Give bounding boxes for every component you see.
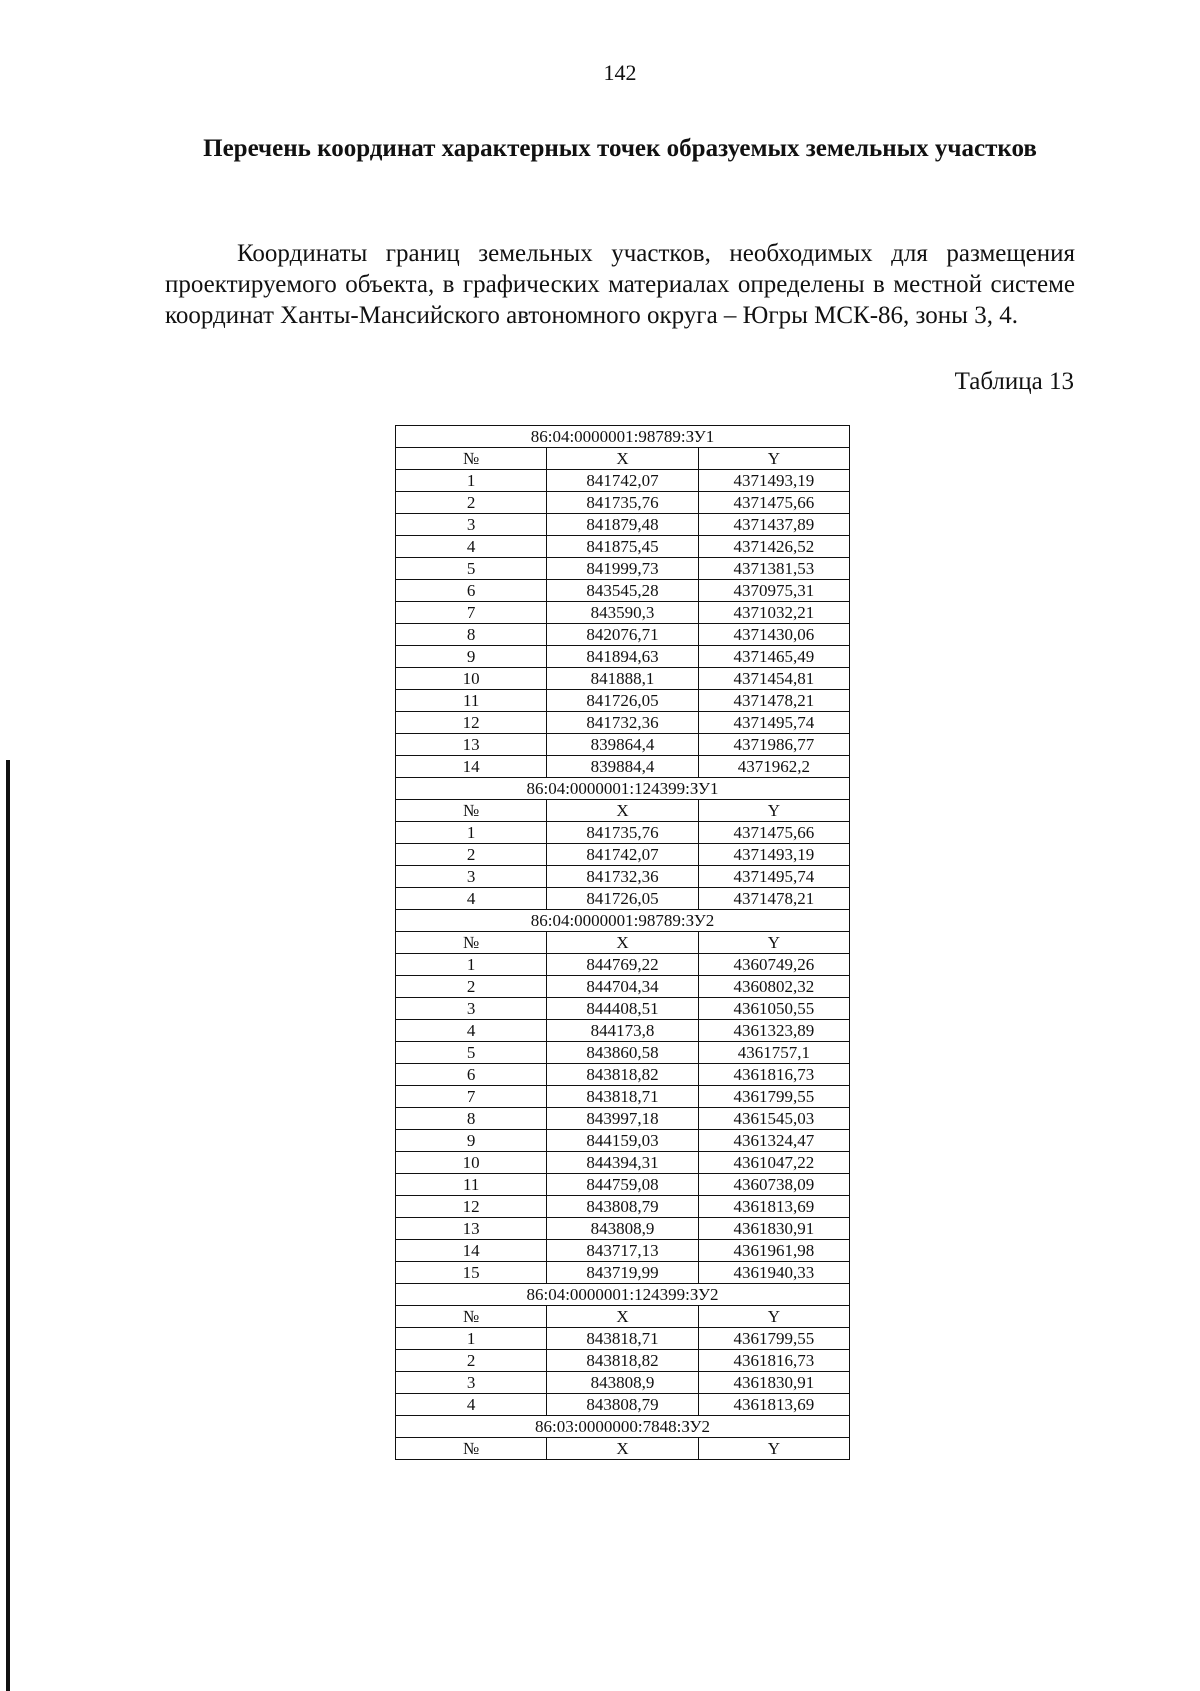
coordinate-y: 4361816,73 (698, 1064, 849, 1086)
table-row (396, 1020, 850, 1042)
table-row (396, 822, 850, 844)
coordinate-x: 843818,82 (547, 1350, 698, 1372)
coordinate-y: 4361830,91 (698, 1218, 849, 1240)
point-number: 5 (396, 558, 547, 580)
table-row (396, 756, 850, 778)
table-row (396, 470, 850, 492)
coordinate-x: 841732,36 (547, 712, 698, 734)
coordinate-y: 4371493,19 (698, 470, 849, 492)
point-number: 11 (396, 1174, 547, 1196)
coordinate-y: 4371381,53 (698, 558, 849, 580)
coordinate-y: 4361050,55 (698, 998, 849, 1020)
point-number: 4 (396, 888, 547, 910)
coordinate-y: 4371437,89 (698, 514, 849, 536)
point-number: 3 (396, 514, 547, 536)
coordinate-x: 841742,07 (547, 844, 698, 866)
table-row (396, 1196, 850, 1218)
table-row (396, 558, 850, 580)
parcel-header-row (396, 1284, 850, 1306)
point-number: 11 (396, 690, 547, 712)
table-row (396, 690, 850, 712)
table-row (396, 1328, 850, 1350)
coordinate-x: 844408,51 (547, 998, 698, 1020)
table-row (396, 624, 850, 646)
coordinate-y: 4361799,55 (698, 1328, 849, 1350)
coordinate-y: 4371454,81 (698, 668, 849, 690)
point-number: 2 (396, 976, 547, 998)
coordinate-x: 843719,99 (547, 1262, 698, 1284)
point-number: 9 (396, 1130, 547, 1152)
table-row (396, 998, 850, 1020)
table-row (396, 1372, 850, 1394)
point-number: 9 (396, 646, 547, 668)
table-row (396, 514, 850, 536)
coordinate-y: 4361813,69 (698, 1196, 849, 1218)
coordinate-x: 843590,3 (547, 602, 698, 624)
point-number: 1 (396, 822, 547, 844)
coordinate-x: 843808,79 (547, 1196, 698, 1218)
point-number: 3 (396, 866, 547, 888)
table-row (396, 580, 850, 602)
coordinate-y: 4361324,47 (698, 1130, 849, 1152)
coordinate-y: 4371465,49 (698, 646, 849, 668)
point-number: 4 (396, 1020, 547, 1042)
coordinate-y: 4371426,52 (698, 536, 849, 558)
table-row (396, 1042, 850, 1064)
parcel-id: 86:04:0000001:98789:ЗУ1 (396, 426, 850, 448)
column-header-number: № (396, 1306, 547, 1328)
coordinate-y: 4360749,26 (698, 954, 849, 976)
table-row (396, 888, 850, 910)
point-number: 15 (396, 1262, 547, 1284)
point-number: 4 (396, 1394, 547, 1416)
coordinate-y: 4361940,33 (698, 1262, 849, 1284)
coordinate-y: 4361813,69 (698, 1394, 849, 1416)
parcel-header-row (396, 778, 850, 800)
coordinate-y: 4361961,98 (698, 1240, 849, 1262)
column-header-x: X (547, 800, 698, 822)
coordinates-table-body (396, 426, 850, 1460)
coordinate-y: 4361799,55 (698, 1086, 849, 1108)
coordinate-y: 4371475,66 (698, 492, 849, 514)
coordinate-y: 4371032,21 (698, 602, 849, 624)
coordinate-x: 844769,22 (547, 954, 698, 976)
column-header-number: № (396, 932, 547, 954)
coordinate-x: 844173,8 (547, 1020, 698, 1042)
coordinate-x: 841726,05 (547, 690, 698, 712)
coordinate-x: 841888,1 (547, 668, 698, 690)
coordinate-x: 843818,82 (547, 1064, 698, 1086)
coordinate-y: 4371495,74 (698, 866, 849, 888)
table-row (396, 866, 850, 888)
coordinate-x: 844159,03 (547, 1130, 698, 1152)
point-number: 14 (396, 1240, 547, 1262)
parcel-header-row (396, 1416, 850, 1438)
coordinate-x: 841894,63 (547, 646, 698, 668)
point-number: 12 (396, 1196, 547, 1218)
table-row (396, 712, 850, 734)
coordinate-x: 842076,71 (547, 624, 698, 646)
column-header-row (396, 448, 850, 470)
column-header-y: Y (698, 800, 849, 822)
table-row (396, 1394, 850, 1416)
column-header-x: X (547, 448, 698, 470)
column-header-y: Y (698, 1306, 849, 1328)
page-title: Перечень координат характерных точек образуемых земельных участков (203, 135, 1037, 162)
column-header-y: Y (698, 1438, 849, 1460)
coordinate-y: 4361816,73 (698, 1350, 849, 1372)
coordinate-x: 841999,73 (547, 558, 698, 580)
column-header-number: № (396, 800, 547, 822)
column-header-y: Y (698, 932, 849, 954)
coordinate-x: 844394,31 (547, 1152, 698, 1174)
point-number: 1 (396, 470, 547, 492)
coordinate-y: 4371493,19 (698, 844, 849, 866)
coordinate-x: 843808,9 (547, 1218, 698, 1240)
column-header-y: Y (698, 448, 849, 470)
column-header-x: X (547, 1306, 698, 1328)
column-header-x: X (547, 1438, 698, 1460)
point-number: 3 (396, 998, 547, 1020)
column-header-row (396, 932, 850, 954)
table-row (396, 976, 850, 998)
column-header-row (396, 1306, 850, 1328)
parcel-id: 86:04:0000001:124399:ЗУ1 (396, 778, 850, 800)
coordinate-x: 843818,71 (547, 1328, 698, 1350)
point-number: 13 (396, 734, 547, 756)
table-row (396, 1262, 850, 1284)
parcel-header-row (396, 910, 850, 932)
coordinate-x: 843860,58 (547, 1042, 698, 1064)
coordinate-y: 4371475,66 (698, 822, 849, 844)
point-number: 8 (396, 1108, 547, 1130)
table-row (396, 1086, 850, 1108)
intro-paragraph: Координаты границ земельных участков, необходимых для размещения проектируемого объекта, в графических материалах определены в местной системе координат Ханты-Мансийского автономного округа – Югры МСК-86, зоны 3, 4. (165, 240, 1075, 329)
coordinate-y: 4371962,2 (698, 756, 849, 778)
coordinate-y: 4361830,91 (698, 1372, 849, 1394)
point-number: 12 (396, 712, 547, 734)
coordinate-y: 4361545,03 (698, 1108, 849, 1130)
coordinate-y: 4371430,06 (698, 624, 849, 646)
coordinate-y: 4371478,21 (698, 690, 849, 712)
point-number: 4 (396, 536, 547, 558)
table-row (396, 1218, 850, 1240)
scan-edge-line (6, 760, 10, 1691)
coordinate-y: 4361323,89 (698, 1020, 849, 1042)
table-row (396, 844, 850, 866)
table-row (396, 1064, 850, 1086)
coordinate-x: 841735,76 (547, 492, 698, 514)
coordinate-x: 843717,13 (547, 1240, 698, 1262)
coordinate-x: 841732,36 (547, 866, 698, 888)
parcel-id: 86:04:0000001:124399:ЗУ2 (396, 1284, 850, 1306)
point-number: 8 (396, 624, 547, 646)
coordinate-x: 841735,76 (547, 822, 698, 844)
point-number: 1 (396, 954, 547, 976)
page-number: 142 (603, 60, 637, 85)
column-header-x: X (547, 932, 698, 954)
coordinate-y: 4360738,09 (698, 1174, 849, 1196)
column-header-row (396, 1438, 850, 1460)
point-number: 13 (396, 1218, 547, 1240)
coordinate-y: 4361757,1 (698, 1042, 849, 1064)
point-number: 7 (396, 602, 547, 624)
table-caption: Таблица 13 (954, 368, 1074, 395)
coordinate-x: 843818,71 (547, 1086, 698, 1108)
point-number: 14 (396, 756, 547, 778)
coordinate-y: 4371495,74 (698, 712, 849, 734)
coordinate-x: 843808,9 (547, 1372, 698, 1394)
column-header-number: № (396, 1438, 547, 1460)
coordinate-x: 841879,48 (547, 514, 698, 536)
coordinate-x: 839884,4 (547, 756, 698, 778)
table-row (396, 1350, 850, 1372)
point-number: 5 (396, 1042, 547, 1064)
point-number: 3 (396, 1372, 547, 1394)
coordinates-table (395, 425, 850, 1460)
point-number: 2 (396, 844, 547, 866)
table-row (396, 1108, 850, 1130)
point-number: 2 (396, 1350, 547, 1372)
point-number: 10 (396, 1152, 547, 1174)
coordinate-x: 844704,34 (547, 976, 698, 998)
table-row (396, 954, 850, 976)
point-number: 10 (396, 668, 547, 690)
coordinate-y: 4371478,21 (698, 888, 849, 910)
coordinate-x: 841726,05 (547, 888, 698, 910)
coordinate-x: 841875,45 (547, 536, 698, 558)
table-row (396, 646, 850, 668)
point-number: 6 (396, 1064, 547, 1086)
parcel-id: 86:03:0000000:7848:ЗУ2 (396, 1416, 850, 1438)
table-row (396, 668, 850, 690)
coordinate-x: 844759,08 (547, 1174, 698, 1196)
parcel-header-row (396, 426, 850, 448)
point-number: 6 (396, 580, 547, 602)
coordinate-y: 4370975,31 (698, 580, 849, 602)
coordinate-x: 843808,79 (547, 1394, 698, 1416)
point-number: 7 (396, 1086, 547, 1108)
coordinate-x: 843997,18 (547, 1108, 698, 1130)
coordinate-x: 841742,07 (547, 470, 698, 492)
table-row (396, 536, 850, 558)
point-number: 2 (396, 492, 547, 514)
parcel-id: 86:04:0000001:98789:ЗУ2 (396, 910, 850, 932)
coordinate-y: 4361047,22 (698, 1152, 849, 1174)
column-header-number: № (396, 448, 547, 470)
point-number: 1 (396, 1328, 547, 1350)
table-row (396, 492, 850, 514)
table-row (396, 1130, 850, 1152)
column-header-row (396, 800, 850, 822)
table-row (396, 734, 850, 756)
table-row (396, 602, 850, 624)
coordinate-x: 839864,4 (547, 734, 698, 756)
coordinate-x: 843545,28 (547, 580, 698, 602)
table-row (396, 1240, 850, 1262)
table-row (396, 1152, 850, 1174)
coordinate-y: 4360802,32 (698, 976, 849, 998)
table-row (396, 1174, 850, 1196)
coordinate-y: 4371986,77 (698, 734, 849, 756)
